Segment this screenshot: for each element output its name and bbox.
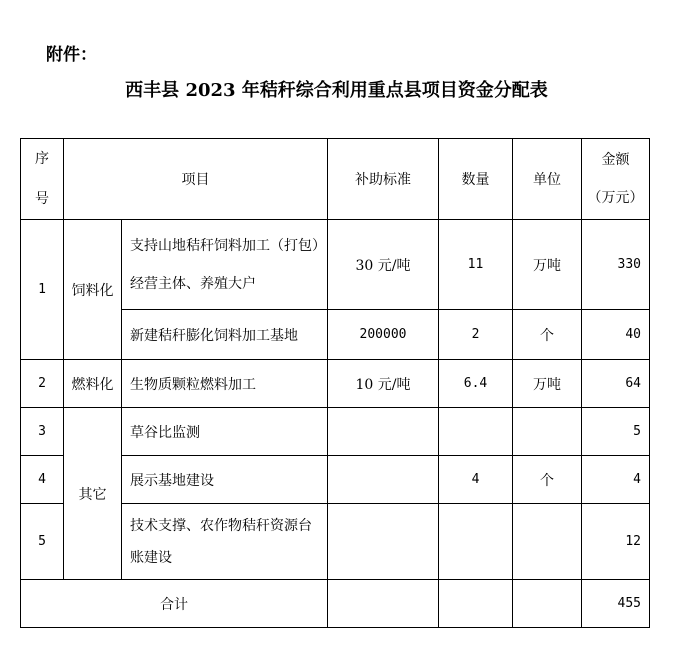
amount-cell: 4 [582,456,650,504]
unit-cell [513,580,582,628]
unit-cell: 万吨 [513,360,582,408]
header-amount: 金额 （万元） [582,139,650,220]
category-cell: 饲料化 [64,220,122,360]
header-item: 项目 [64,139,328,220]
item-cell: 新建秸秆膨化饲料加工基地 [122,310,328,360]
unit-cell: 万吨 [513,220,582,310]
category-cell: 燃料化 [64,360,122,408]
quantity-cell [439,504,513,580]
amount-cell: 40 [582,310,650,360]
total-row [21,580,650,628]
item-cell: 展示基地建设 [122,456,328,504]
quantity-cell: 11 [439,220,513,310]
item-cell: 支持山地秸秆饲料加工（打包） 经营主体、养殖大户 [122,220,328,310]
table-row [21,220,650,310]
standard-cell [328,504,439,580]
standard-cell [328,408,439,456]
quantity-cell: 2 [439,310,513,360]
standard-cell [328,456,439,504]
table-row [21,408,650,456]
standard-cell: 200000 [328,310,439,360]
header-quantity: 数量 [439,139,513,220]
document-title: 西丰县 2023 年秸秆综合利用重点县项目资金分配表 [125,80,548,101]
header-seq: 序 号 [21,139,64,220]
quantity-cell [439,580,513,628]
seq-cell: 5 [21,504,64,580]
standard-cell: 30 元/吨 [328,220,439,310]
amount-cell: 5 [582,408,650,456]
seq-cell: 1 [21,220,64,360]
header-standard: 补助标准 [328,139,439,220]
amount-cell: 64 [582,360,650,408]
quantity-cell: 4 [439,456,513,504]
unit-cell: 个 [513,456,582,504]
header-unit: 单位 [513,139,582,220]
quantity-cell [439,408,513,456]
quantity-cell: 6.4 [439,360,513,408]
seq-cell: 2 [21,360,64,408]
total-amount: 455 [582,580,650,628]
unit-cell [513,504,582,580]
item-cell: 技术支撑、农作物秸秆资源台 账建设 [122,504,328,580]
seq-cell: 3 [21,408,64,456]
unit-cell [513,408,582,456]
unit-cell: 个 [513,310,582,360]
fund-allocation-table [20,138,650,628]
table-row [21,360,650,408]
amount-cell: 12 [582,504,650,580]
amount-cell: 330 [582,220,650,310]
standard-cell [328,580,439,628]
total-label: 合计 [21,580,328,628]
table-header-row [21,139,650,220]
attachment-label: 附件： [46,45,97,65]
category-cell: 其它 [64,408,122,580]
item-cell: 草谷比监测 [122,408,328,456]
item-cell: 生物质颗粒燃料加工 [122,360,328,408]
seq-cell: 4 [21,456,64,504]
standard-cell: 10 元/吨 [328,360,439,408]
